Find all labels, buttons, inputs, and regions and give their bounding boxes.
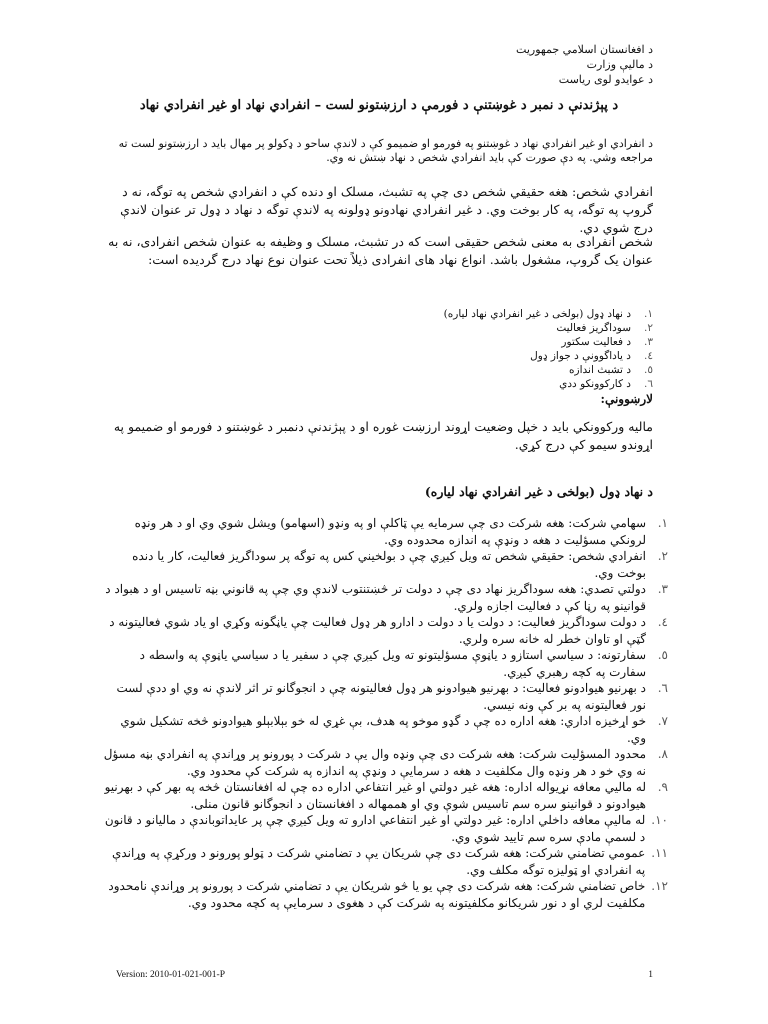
- entity-type-text: محدود المسؤليت شركت: هغه شركت دی چې ونډه وال يې د شركت د پورونو پر وړاندې په انفرادي بڼه مسؤل نه وي خو د هر ونډه وال مكلفيت د هغه د سرمايې د ونډې په اندازه په شركت كې محدود وي.: [103, 747, 646, 778]
- category-number: ٢.: [644, 322, 653, 334]
- definition-dari-paragraph: شخص انفرادی به معنی شخص حقيقی است كه در تشبث، مسلک و وظيفه به عنوان شخص انفرادی، نه به عنوان يک گروپ، مشغول باشد. انواع نهاد های انفرادی ذيلاً تحت عنوان نوع نهاد درج گرديده است:: [108, 234, 653, 267]
- category-text: د تشبث اندازه: [569, 364, 631, 376]
- category-text: سوداگريز فعاليت: [556, 322, 631, 334]
- entity-type-item: [100, 812, 668, 845]
- guidance-paragraph: ماليه وركوونكي بايد د خپل وضعيت اړوند ارزښت غوره او د پېژندنې دنمبر د غوښتنو د فورمو او ضميمو په اړوندو سيمو كې درج كړي.: [113, 419, 653, 452]
- entity-type-text: انفرادي شخص: حقيقي شخص ته ويل كيږي چې د بولخيني كس په توگه پر سوداگريز فعاليت، كار يا دنده بوخت وي.: [132, 549, 646, 580]
- entity-type-item: [100, 581, 668, 614]
- category-number: ٦.: [644, 378, 653, 390]
- category-text: د كاركوونكو ددي: [559, 378, 631, 390]
- entity-types-list: [100, 515, 668, 911]
- entity-type-item: [100, 845, 668, 878]
- letterhead: [353, 42, 653, 87]
- category-item: [353, 363, 653, 377]
- entity-type-text: خاص تضامني شركت: هغه شركت دی چې يو يا څو شريكان يې د تضامني شركت د پورونو پر وړاندې نامحدود مكلفيت لري او د نور شريكانو مكلفيتونه په شركت كې د هغوی د سرمايې په كچه محدود وي.: [108, 879, 646, 910]
- entity-type-number: ٦.: [657, 681, 668, 695]
- entity-type-number: ١.: [657, 516, 668, 530]
- entity-type-text: د بهرنيو هيوادونو فعاليت: د بهرنيو هيوادونو هر ډول فعاليتونه چې د انجوگانو تر اثر لاندې نه وي او ددې لست نور فعاليتونه په بر كې ونه نيسي.: [116, 681, 646, 712]
- entity-type-item: [100, 746, 668, 779]
- entity-type-item: [100, 515, 668, 548]
- entity-type-number: ١٢.: [651, 879, 668, 893]
- category-number: ٣.: [644, 336, 653, 348]
- definition-pashto-paragraph: انفرادي شخص: هغه حقيقي شخص دی چې په تشبث، مسلک او دنده کې د انفرادي شخص په توگه، نه د گروپ په توگه، په کار بوخت وي. د غير انفرادي نهادونو ډولونه په لاندې توگه د نهاد د ډول تر عنوان لاندې درج شوي دي.: [120, 184, 653, 235]
- entity-type-text: دولتي تصدي: هغه سوداگريز نهاد دی چې د دولت تر څښتنتوب لاندې وي چې په قانوني بڼه تاسيس او د هبواد د قوانينو په رڼا كې د فعاليت اجازه ولري.: [105, 582, 646, 613]
- guidance-heading: لارښوونې:: [600, 392, 653, 406]
- entity-type-text: سهامي شركت: هغه شركت دی چې سرمايه يې ټاكلې او په ونډو (اسهامو) ويشل شوي وي او د هر ونډه لرونكي مسؤليت د هغه د ونډې په اندازه محدوده وي.: [134, 516, 646, 547]
- entity-type-item: [100, 680, 668, 713]
- category-item: [353, 349, 653, 363]
- intro-paragraph: د انفرادي او غير انفرادي نهاد د غوښتنو په فورمو او ضميمو كې د لاندې ساحو د ډكولو پر مهال بايد د ارزښتونو لست ته مراجعه وشي. په دې صورت كې بايد انفرادي شخص د نهاد ښتش نه وي.: [118, 137, 653, 164]
- category-number: ٥.: [644, 364, 653, 376]
- category-item: [353, 307, 653, 321]
- letterhead-line-2: د ماليې وزارت: [586, 58, 653, 71]
- category-list: [353, 307, 653, 391]
- entity-type-number: ٩.: [657, 780, 668, 794]
- entity-type-text: له ماليې معافه داخلي اداره: غير دولتي او غير انتفاعي ادارو ته ويل كيږي چې پر عايداتوباندې د ماليانو د قانون د لسمې مادې سره سم تاييد شوي وي.: [104, 813, 646, 844]
- entity-type-text: د دولت سوداگريز فعاليت: د دولت يا د دولت د ادارو هر ډول فعاليت چې ياڼگونه وكړي او ياد شوي فعاليتونه د گټې او تاوان خطر له خانه سره ولري.: [109, 615, 646, 646]
- entity-type-number: ٣.: [657, 582, 668, 596]
- entity-type-number: ٤.: [657, 615, 668, 629]
- entity-type-number: ٧.: [657, 714, 668, 728]
- entity-type-item: [100, 878, 668, 911]
- entity-type-item: [100, 647, 668, 680]
- entity-type-text: له ماليي معافه نړيواله اداره: هغه غير دولتي او غير انتفاعي اداره ده چې له افغانستان څخه په بهر كې د بهرنيو هيوادونو د قوانينو سره سم تاسيس شوې وي او هممهاله د افغانستان د انجوگانو قانون منلى.: [104, 780, 646, 811]
- page-number: 1: [648, 970, 653, 980]
- entity-type-number: ٨.: [657, 747, 668, 761]
- entity-type-text: سفارتونه: د سياسي استازو د ياڼوې مسؤليتونو ته ويل كيږي چې د سفير يا د سياسي ياڼوې په واسطه د سفارت په كچه رهبري كيږي.: [139, 648, 646, 679]
- letterhead-line-1: د افغانستان اسلامي جمهوريت: [516, 43, 653, 56]
- category-text: د فعاليت سكتور: [561, 336, 631, 348]
- entity-type-text: خو اړخيزه اداري: هغه اداره ده چې د گډو موخو په هدف، بې غړي له خو بېلابېلو هيوادونو څخه تشكيل شوي وي.: [120, 714, 646, 745]
- category-text: د نهاد ډول (بولخی د غير انفرادي نهاد ليارە): [443, 308, 631, 320]
- entity-type-item: [100, 713, 668, 746]
- entity-type-number: ٥.: [657, 648, 668, 662]
- entity-types-heading: د نهاد ډول (بولخی د غير انفرادي نهاد ليارە): [424, 484, 653, 499]
- entity-type-item: [100, 779, 668, 812]
- entity-type-text: عمومي تضامني شركت: هغه شركت دی چې شريكان يې د تضامني شركت د ټولو پورونو د وركړې په وړاندې په انفرادي او ټوليزه توگه مكلف وي.: [111, 846, 646, 877]
- category-item: [353, 321, 653, 335]
- category-number: ١.: [644, 308, 653, 320]
- category-text: د ياداگوونې د جواز ډول: [530, 350, 631, 362]
- entity-type-number: ١١.: [651, 846, 668, 860]
- footer-version: Version: 2010-01-021-001-P: [116, 970, 225, 980]
- entity-type-number: ١٠.: [651, 813, 668, 827]
- entity-type-item: [100, 548, 668, 581]
- letterhead-line-3: د عوايدو لوی رياست: [558, 73, 653, 86]
- category-item: [353, 335, 653, 349]
- category-item: [353, 377, 653, 391]
- category-number: ٤.: [644, 350, 653, 362]
- document-title: د پېژندنې د نمبر د غوښتنې د فورمې د ارزښتونو لست – انفرادي نهاد او غير انفرادي نهاد: [139, 98, 619, 113]
- entity-type-item: [100, 614, 668, 647]
- entity-type-number: ٢.: [657, 549, 668, 563]
